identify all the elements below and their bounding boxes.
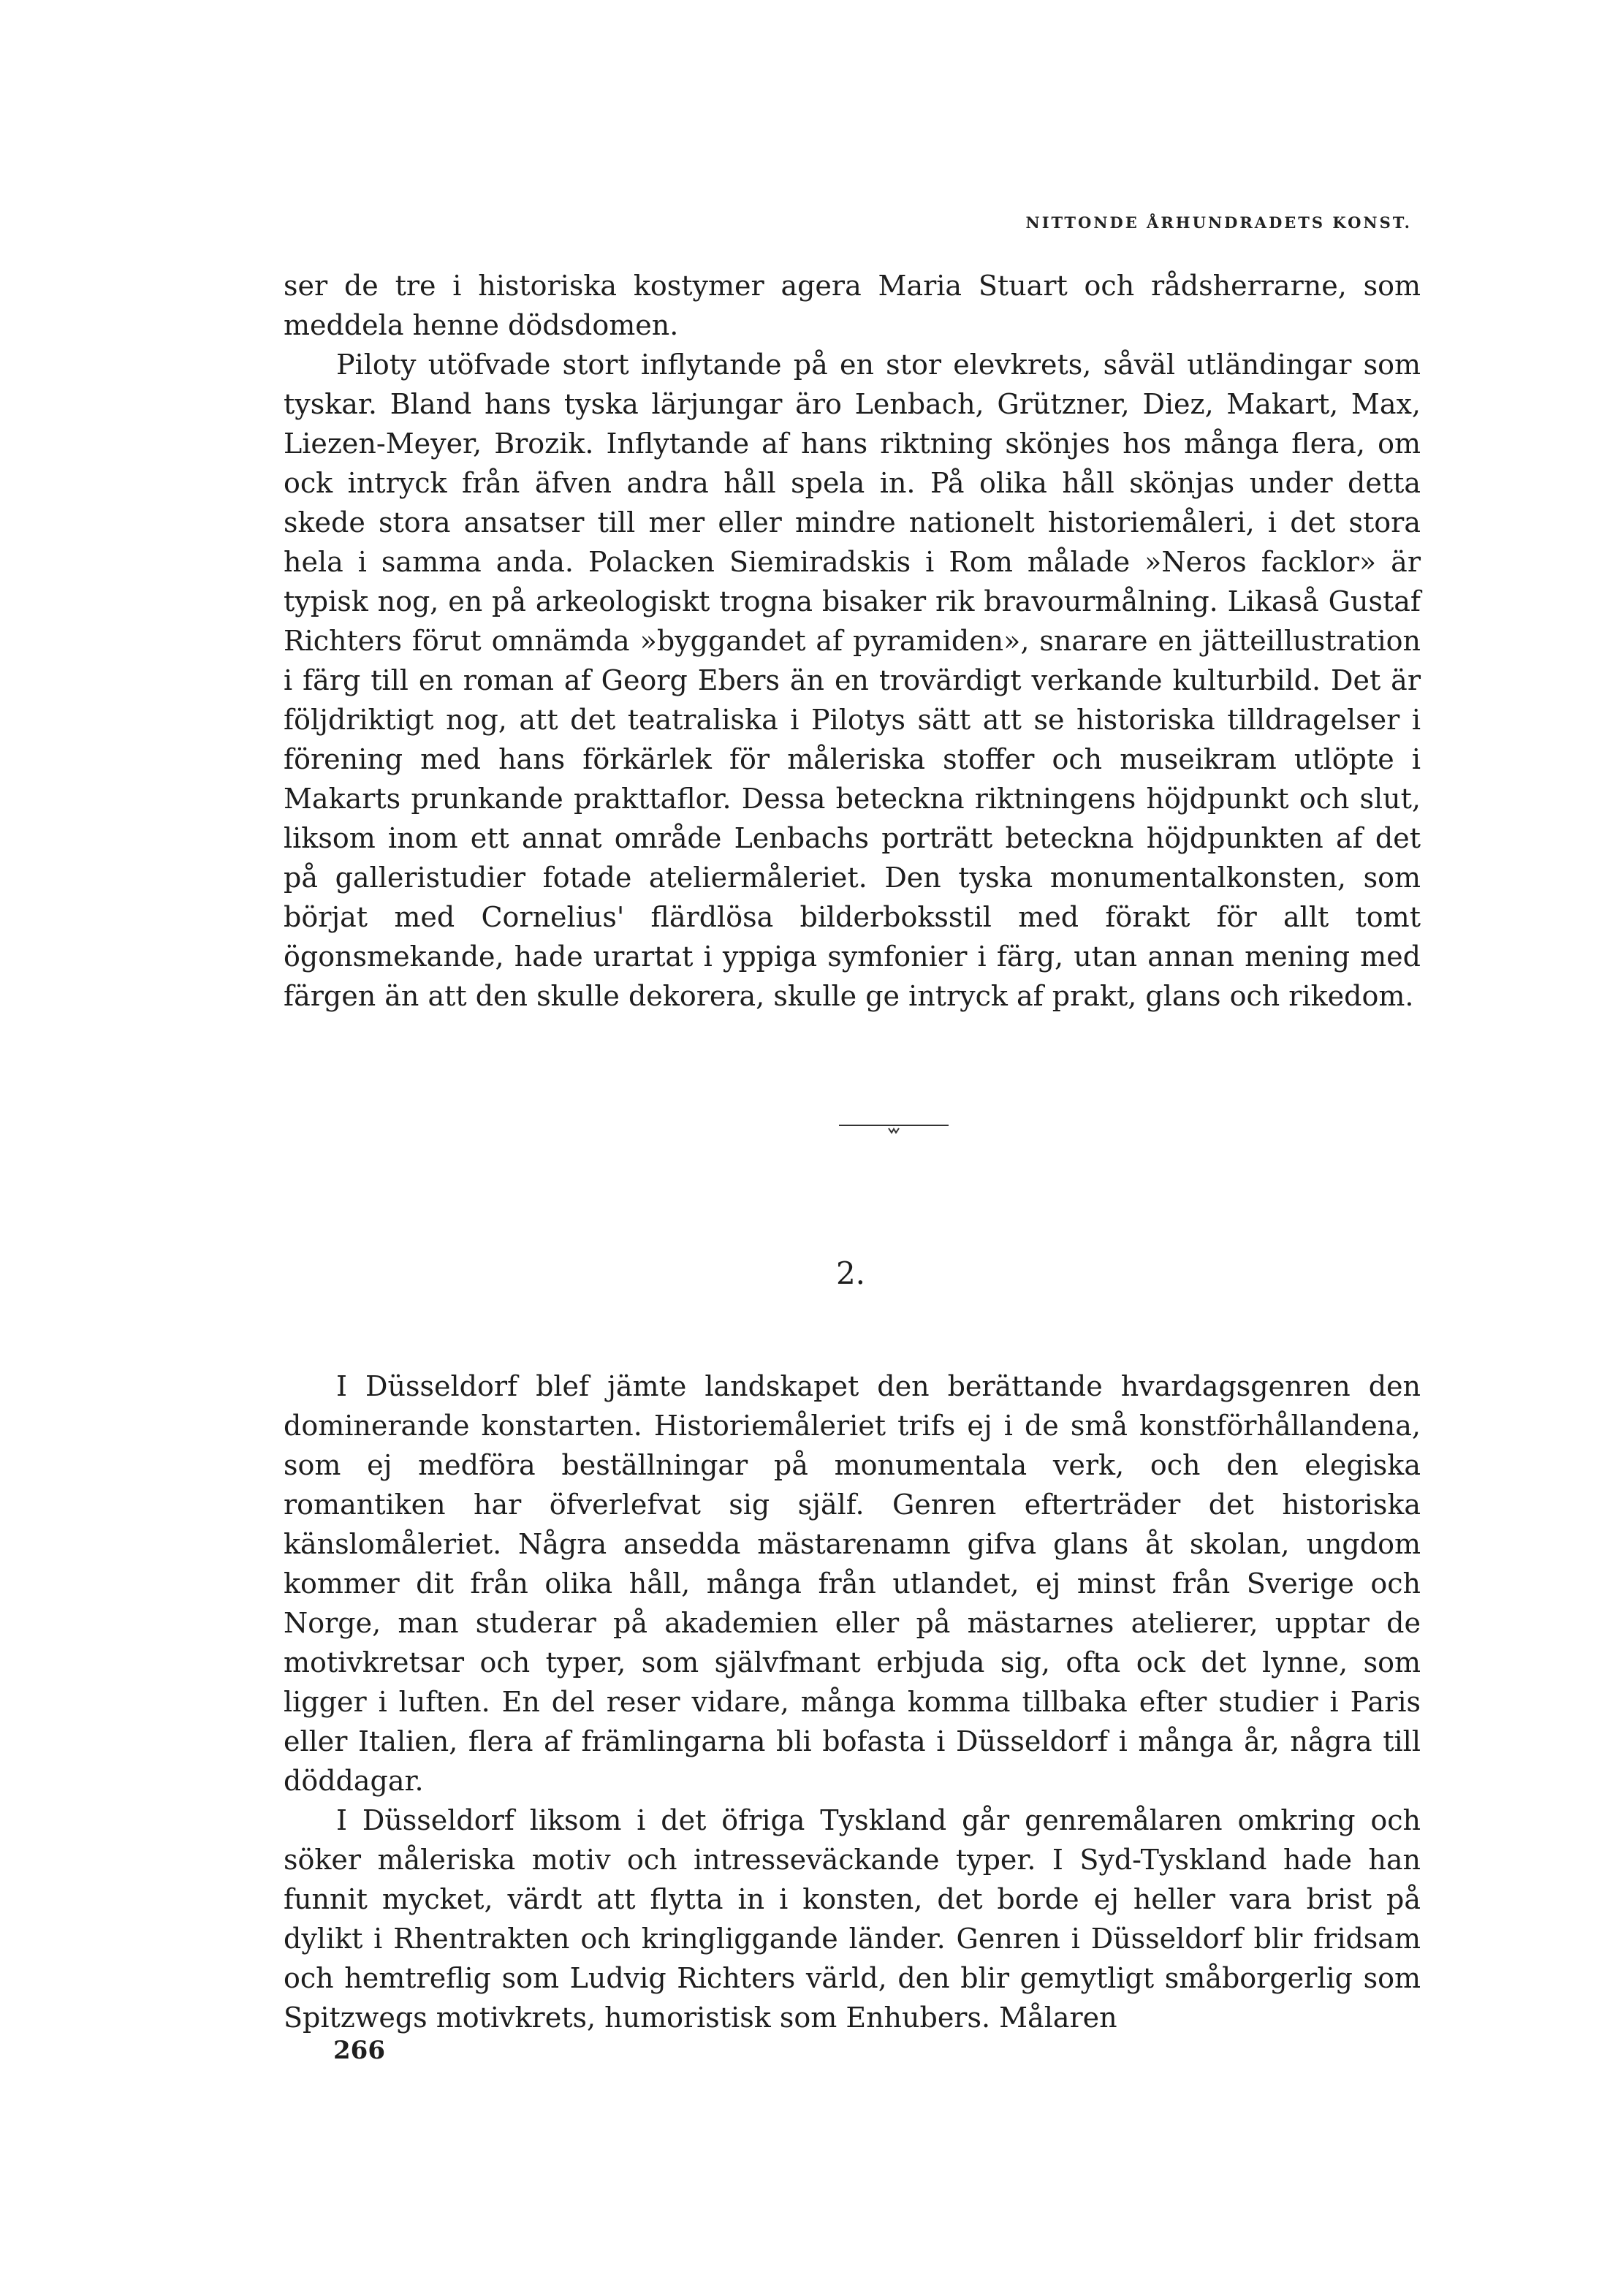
section-divider-ornament-icon [839,1121,949,1136]
page-number: 266 [333,2036,385,2065]
paragraph: ser de tre i historiska kostymer agera Maria Stuart och rådsherrarne, som meddela henne dödsdomen. [284,270,1421,341]
paragraph: I Düsseldorf blef jämte landskapet den berättande hvardagsgenren den dominerande konstarten. Historiemåleriet trifs ej i de små konstförhållandena, som ej medföra beställningar på monumentala verk, och den elegiska romantiken har öfverlefvat sig själf. Genren efterträder det historiska känslomåleriet. Några ansedda mästarenamn gifva glans åt skolan, ungdom kommer dit från olika håll, många från utlandet, ej minst från Sverige och Norge, man studerar på akademien eller på mästarnes atelierer, upptar de motivkretsar och typer, som självfmant erbjuda sig, ofta ock det lynne, som ligger i luften. En del reser vidare, många komma tillbaka efter studier i Paris eller Italien, flera af främlingarna bli bofasta i Düsseldorf i många år, några till döddagar. [284,1370,1421,1797]
paragraph: I Düsseldorf liksom i det öfriga Tyskland går genremålaren omkring och söker måleriska motiv och intresseväckande typer. I Syd-Tyskland hade han funnit mycket, värdt att flytta in i konsten, det borde ej heller vara brist på dylikt i Rhentrakten och kringliggande länder. Genren i Düsseldorf blir fridsam och hemtreflig som Ludvig Richters värld, den blir gemytligt småborgerlig som Spitzwegs motivkrets, humoristisk som Enhubers. Målaren [284,1804,1421,2034]
running-header: NITTONDE ÅRHUNDRADETS KONST. [1025,213,1412,232]
body-text-section-a [284,266,1421,1016]
section-number: 2. [835,1255,866,1291]
paragraph: Piloty utöfvade stort inflytande på en stor elevkrets, såväl utländingar som tyskar. Bland hans tyska lärjungar äro Lenbach, Grützner, Diez, Makart, Max, Liezen-Meyer, Brozik. Inflytande af hans riktning skönjes hos många flera, om ock intryck från äfven andra håll spela in. På olika håll skönjas under detta skede stora ansatser till mer eller mindre nationelt historiemåleri, i det stora hela i samma anda. Polacken Siemiradskis i Rom målade »Neros facklor» är typisk nog, en på arkeologiskt trogna bisaker rik bravourmålning. Likaså Gustaf Richters förut omnämda »byggandet af pyramiden», snarare en jätteillustration i färg till en roman af Georg Ebers än en trovärdigt verkande kulturbild. Det är följdriktigt nog, att det teatraliska i Pilotys sätt att se historiska tilldragelser i förening med hans förkärlek för måleriska stoffer och museikram utlöpte i Makarts prunkande prakttaflor. Dessa beteckna riktningens höjdpunkt och slut, liksom inom ett annat område Lenbachs porträtt beteckna höjdpunkten af det på galleristudier fotade ateliermåleriet. Den tyska monumentalkonsten, som börjat med Cornelius' flärdlösa bilderboksstil med förakt för allt tomt ögonsmekande, hade urartat i yppiga symfonier i färg, utan annan mening med färgen än att den skulle dekorera, skulle ge intryck af prakt, glans och rikedom. [284,349,1421,1012]
body-text-section-b [284,1366,1421,2037]
